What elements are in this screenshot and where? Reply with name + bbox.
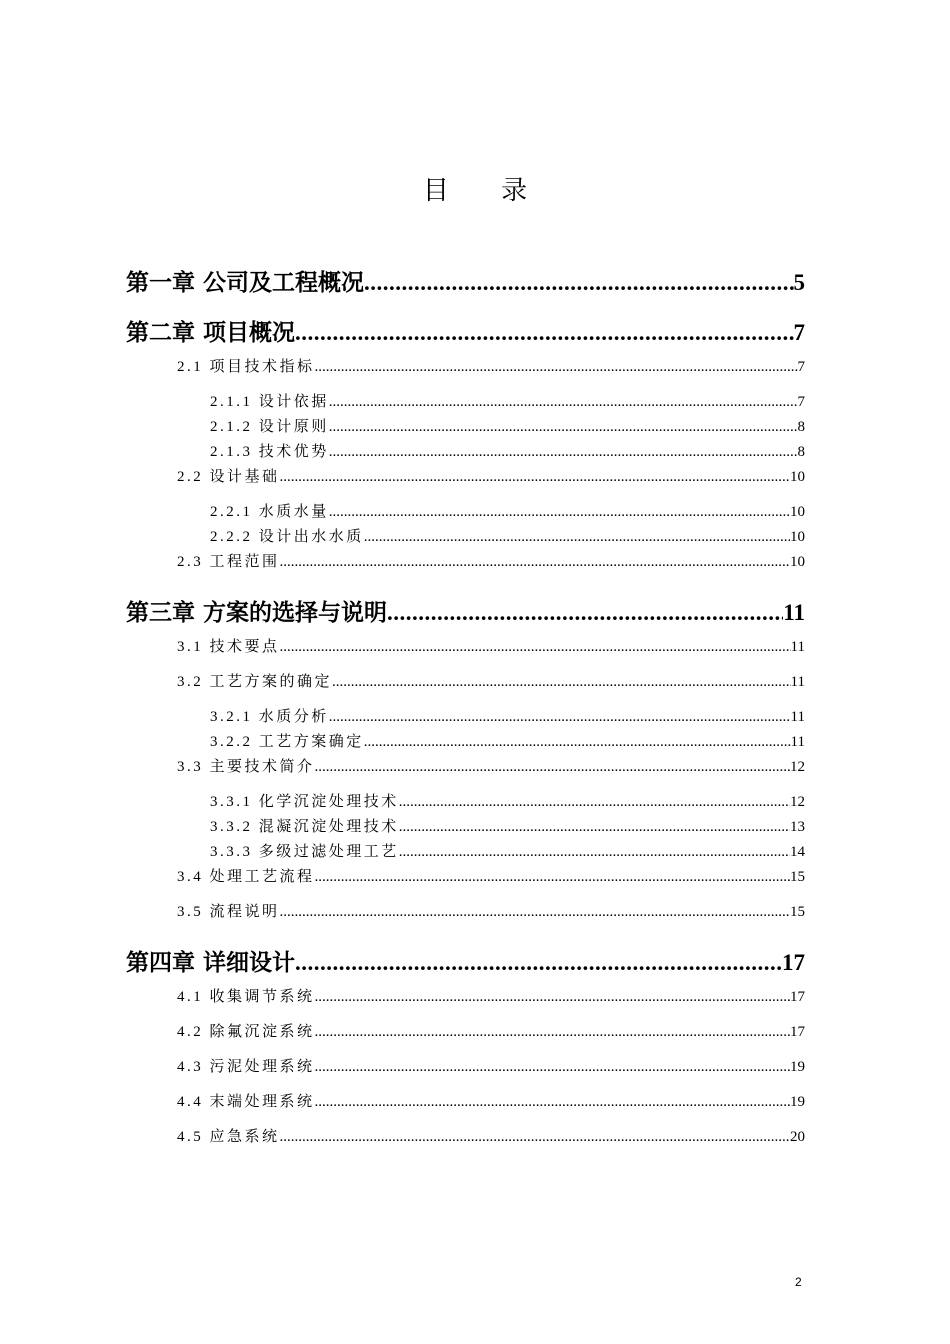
- toc-leader-dots: [387, 600, 783, 626]
- toc-entry-label: 2.1.2 设计原则: [210, 419, 329, 435]
- toc-entry-label: 4.2 除氟沉淀系统: [177, 1024, 315, 1040]
- toc-entry-page: 11: [790, 709, 805, 725]
- toc-entry-2-2[interactable]: [177, 465, 805, 486]
- toc-entry-label: 3.1 技术要点: [177, 639, 280, 655]
- toc-entry-label: 3.3.1 化学沉淀处理技术: [210, 794, 399, 810]
- toc-entry-3-2-2[interactable]: [210, 730, 805, 751]
- toc-entry-label: 3.3 主要技术简介: [177, 759, 315, 775]
- toc-entry-4-5[interactable]: [177, 1125, 805, 1146]
- toc-leader-dots: [280, 904, 790, 921]
- toc-entry-label: 4.1 收集调节系统: [177, 989, 315, 1005]
- toc-entry-page: 14: [790, 844, 805, 860]
- toc-entry-2-2-1[interactable]: [210, 500, 805, 521]
- toc-leader-dots: [329, 504, 790, 521]
- toc-entry-label: 2.3 工程范围: [177, 554, 280, 570]
- toc-entry-label: 2.2.2 设计出水水质: [210, 529, 364, 545]
- toc-entry-3-3[interactable]: [177, 755, 805, 776]
- toc-entry-label: 2.2.1 水质水量: [210, 504, 329, 520]
- toc-title: 目 录: [422, 176, 550, 206]
- toc-entry-page: 17: [790, 1024, 805, 1040]
- toc-leader-dots: [280, 469, 790, 486]
- toc-entry-chapter-3[interactable]: [126, 594, 805, 627]
- toc-entry-page: 5: [793, 270, 805, 295]
- toc-entry-label: 3.5 流程说明: [177, 904, 280, 920]
- toc-entry-3-4[interactable]: [177, 865, 805, 886]
- toc-leader-dots: [329, 709, 791, 726]
- toc-entry-label: 3.3.2 混凝沉淀处理技术: [210, 819, 399, 835]
- toc-entry-page: 7: [793, 320, 805, 345]
- toc-leader-dots: [399, 794, 790, 811]
- toc-entry-page: 19: [790, 1059, 805, 1075]
- toc-leader-dots: [399, 819, 790, 836]
- toc-entry-page: 11: [790, 734, 805, 750]
- toc-entry-3-5[interactable]: [177, 900, 805, 921]
- toc-leader-dots: [329, 419, 798, 436]
- toc-entry-2-1-1[interactable]: [210, 390, 805, 411]
- toc-entry-label: 2.1.3 技术优势: [210, 444, 329, 460]
- toc-entry-2-3[interactable]: [177, 550, 805, 571]
- toc-leader-dots: [364, 529, 790, 546]
- toc-leader-dots: [315, 869, 790, 886]
- toc-entry-label: 4.5 应急系统: [177, 1129, 280, 1145]
- toc-entry-page: 8: [797, 419, 805, 435]
- toc-entry-page: 11: [790, 639, 805, 655]
- toc-entry-page: 8: [797, 444, 805, 460]
- toc-entry-page: 12: [790, 794, 805, 810]
- toc-entry-3-3-1[interactable]: [210, 790, 805, 811]
- toc-entry-label: 3.2.2 工艺方案确定: [210, 734, 364, 750]
- toc-leader-dots: [315, 759, 790, 776]
- toc-leader-dots: [332, 674, 791, 691]
- toc-entry-label: 4.4 末端处理系统: [177, 1094, 315, 1110]
- toc-entry-label: 2.2 设计基础: [177, 469, 280, 485]
- toc-entry-chapter-1[interactable]: [126, 264, 805, 297]
- toc-entry-page: 10: [790, 529, 805, 545]
- toc-entry-page: 19: [790, 1094, 805, 1110]
- toc-leader-dots: [364, 270, 793, 296]
- toc-entry-2-2-2[interactable]: [210, 525, 805, 546]
- toc-entry-page: 15: [790, 904, 805, 920]
- toc-entry-chapter-2[interactable]: [126, 314, 805, 347]
- toc-entry-page: 17: [782, 950, 805, 975]
- toc-entry-4-3[interactable]: [177, 1055, 805, 1076]
- toc-entry-label: 2.1 项目技术指标: [177, 359, 315, 375]
- toc-entry-label: 3.2.1 水质分析: [210, 709, 329, 725]
- toc-entry-3-3-3[interactable]: [210, 840, 805, 861]
- toc-leader-dots: [315, 1094, 790, 1111]
- toc-leader-dots: [315, 989, 790, 1006]
- toc-leader-dots: [315, 1059, 790, 1076]
- toc-entry-label: 第一章 公司及工程概况: [126, 270, 365, 296]
- toc-leader-dots: [295, 950, 782, 976]
- toc-entry-label: 第四章 详细设计: [126, 950, 296, 976]
- toc-entry-3-3-2[interactable]: [210, 815, 805, 836]
- toc-leader-dots: [329, 394, 798, 411]
- toc-entry-4-2[interactable]: [177, 1020, 805, 1041]
- toc-entry-4-4[interactable]: [177, 1090, 805, 1111]
- toc-entry-2-1-3[interactable]: [210, 440, 805, 461]
- toc-entry-page: 15: [790, 869, 805, 885]
- toc-entry-label: 第二章 项目概况: [126, 320, 296, 346]
- toc-entry-page: 11: [790, 674, 805, 690]
- toc-entry-page: 17: [790, 989, 805, 1005]
- toc-leader-dots: [329, 444, 798, 461]
- toc-entry-page: 11: [783, 600, 805, 625]
- page-number: 2: [795, 1275, 802, 1289]
- toc-entry-page: 10: [790, 504, 805, 520]
- toc-entry-page: 20: [790, 1129, 805, 1145]
- toc-entry-label: 3.2 工艺方案的确定: [177, 674, 333, 690]
- toc-entry-3-1[interactable]: [177, 635, 805, 656]
- toc-entry-page: 10: [790, 469, 805, 485]
- toc-entry-label: 第三章 方案的选择与说明: [126, 600, 388, 626]
- toc-entry-label: 4.3 污泥处理系统: [177, 1059, 315, 1075]
- toc-leader-dots: [399, 844, 790, 861]
- toc-entry-2-1-2[interactable]: [210, 415, 805, 436]
- toc-entry-3-2-1[interactable]: [210, 705, 805, 726]
- toc-entry-4-1[interactable]: [177, 985, 805, 1006]
- toc-entry-label: 3.3.3 多级过滤处理工艺: [210, 844, 399, 860]
- toc-leader-dots: [364, 734, 791, 751]
- toc-entry-label: 3.4 处理工艺流程: [177, 869, 315, 885]
- toc-entry-2-1[interactable]: [177, 355, 805, 376]
- toc-entry-label: 2.1.1 设计依据: [210, 394, 329, 410]
- toc-leader-dots: [295, 320, 793, 346]
- toc-entry-3-2[interactable]: [177, 670, 805, 691]
- toc-entry-page: 7: [797, 394, 805, 410]
- toc-leader-dots: [280, 639, 791, 656]
- toc-entry-page: 7: [797, 359, 805, 375]
- toc-entry-chapter-4[interactable]: [126, 944, 805, 977]
- toc-leader-dots: [315, 359, 798, 376]
- toc-leader-dots: [280, 554, 790, 571]
- toc-entry-page: 12: [790, 759, 805, 775]
- toc-entry-page: 10: [790, 554, 805, 570]
- toc-leader-dots: [280, 1129, 790, 1146]
- toc-leader-dots: [315, 1024, 790, 1041]
- toc-entry-page: 13: [790, 819, 805, 835]
